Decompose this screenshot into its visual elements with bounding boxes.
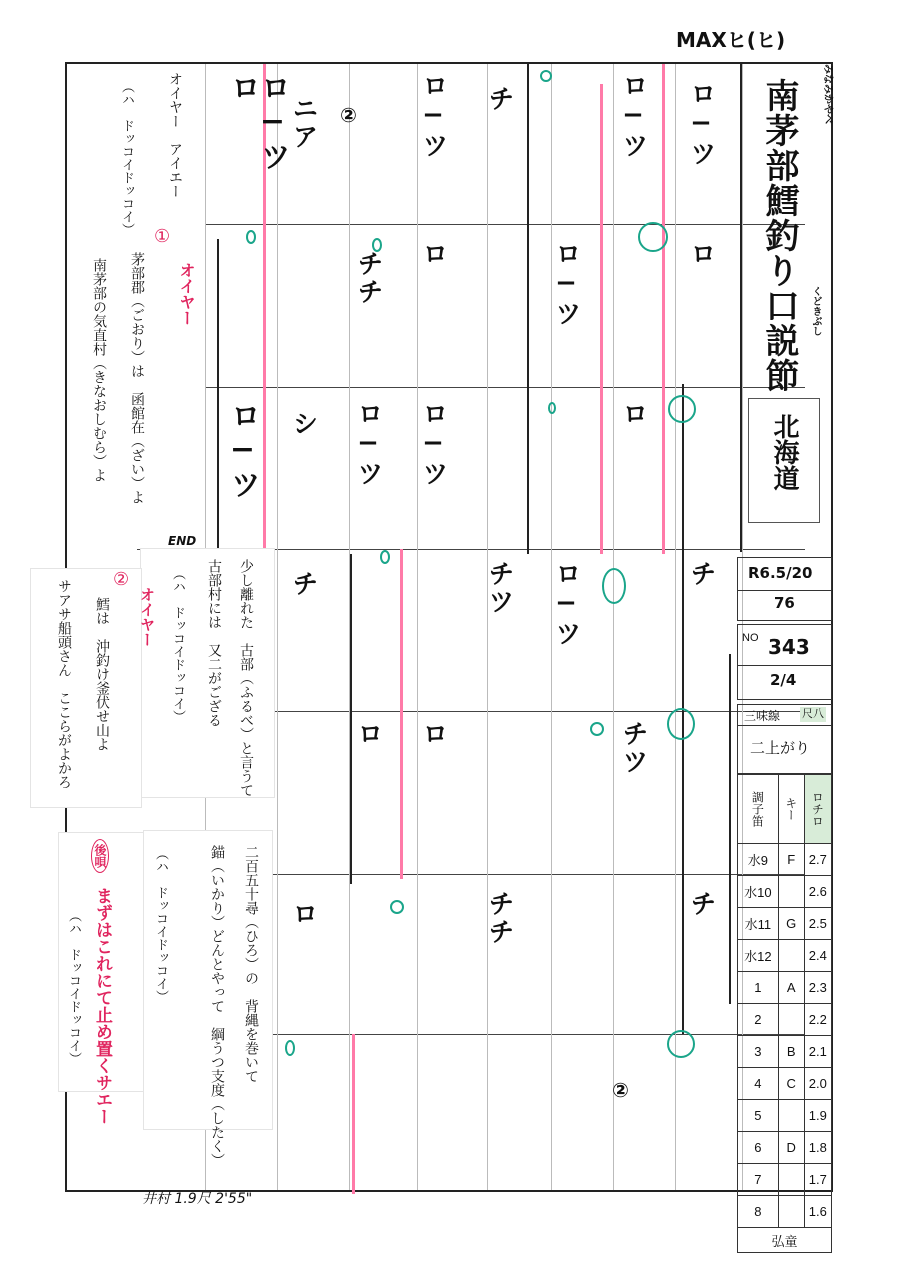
notation-col-8c: チ [686,560,716,588]
key-cell [778,940,804,972]
circled-two: ② [340,103,357,127]
lyric-block4-line2: 錨（いかり）どんとやって 綱うつ支度（したく） [209,845,225,1167]
lyric-block1-oiya: オイヤー [177,262,196,326]
notation-col-8d: チ [686,890,716,918]
lyric-panel-3 [30,568,156,808]
row-divider [205,874,805,875]
circle-mark [380,550,390,564]
table-row [738,908,832,940]
lyric-block2-line2: 古部村には 又二がござる [206,559,222,727]
row-divider [205,1034,805,1035]
table-row [738,844,832,876]
notation-col-3c: ロ [353,720,383,748]
table-row [738,972,832,1004]
lyric-block2-line1: 少し離れた 古部（ふるべ）と言うて [238,559,254,797]
circle-mark [246,230,256,244]
instrument-shakuhachi: 尺八 [802,708,824,720]
instrument-shamisen: 三味線 [744,709,781,723]
tuning-value: 二上がり [750,739,811,757]
circle-mark [638,222,668,252]
header-pitch: ロチロ [804,775,831,844]
pitch-cell: 1.7 [804,1164,831,1196]
flute-cell: 水10 [738,876,779,908]
circle-mark [540,70,552,82]
region-name: 北海道 [769,413,799,491]
notation-col-1: ロ−ツ ロ [225,72,290,173]
lyric-block4-line1: 二百五十尋（ひろ）の 背縄を巻いて [243,845,259,1083]
circle-mark [667,708,695,740]
table-row [738,1164,832,1196]
notation-col-3: チチ [353,250,383,306]
lyric-panel-5 [58,832,144,1125]
key-cell: D [778,1132,804,1164]
circle-mark [390,900,404,914]
pitch-cell: 2.2 [804,1004,831,1036]
table-footer [738,1228,832,1253]
notation-col-2d: ロ [288,900,318,928]
pitch-cell: 1.6 [804,1196,831,1228]
circle-mark [590,722,604,736]
flute-cell: 水9 [738,844,779,876]
pitch-cell: 2.0 [804,1068,831,1100]
notation-col-8: ロ−ツ [686,80,716,168]
header-flute: 調子笛 [738,775,779,844]
row-divider [205,387,805,388]
title-ruby-bottom: くどきぶし [810,286,821,336]
end-mark: END [168,534,197,548]
lyric-panel-2 [140,548,275,798]
pink-measure-line [662,64,665,554]
no-value: 343 [768,635,810,659]
pink-measure-line [352,1034,355,1194]
title-ruby-top: みなみかやべ [822,64,833,124]
pitch-cell: 2.4 [804,940,831,972]
key-cell [778,1164,804,1196]
notation-col-4d: ロ [418,720,448,748]
key-cell: C [778,1068,804,1100]
pink-measure-line [400,549,403,879]
notation-col-8b: ロ [686,240,716,268]
flute-cell: 6 [738,1132,779,1164]
flute-cell: 1 [738,972,779,1004]
table-row [738,1036,832,1068]
notation-col-4b: ロ [418,240,448,268]
pitch-cell: 2.5 [804,908,831,940]
lyric-block3-line2: サアサ船頭さん ここらがよかろ [56,579,72,789]
key-cell: G [778,908,804,940]
number-top: 76 [774,594,795,612]
notation-col-3b: ロ−ツ [353,400,383,488]
header-key: キー [778,775,804,844]
notation-col-5: チ [484,85,514,113]
key-cell: A [778,972,804,1004]
key-table-header [738,775,832,844]
lyric-block5-line: まずはこれにて止め置くサエー [92,887,112,1125]
page-value: 2/4 [770,671,797,689]
pink-measure-line [600,84,603,554]
pitch-cell: 2.6 [804,876,831,908]
table-row [738,1068,832,1100]
lyric-block2-line3: （ハ ドッコイドッコイ） [170,567,185,723]
lyric-block1-line1: オイヤー アイエー [167,72,183,198]
region-box [748,398,820,523]
notation-col-6b: ロ−ツ [551,560,581,648]
flute-cell: 8 [738,1196,779,1228]
circle-mark [372,238,382,252]
lyric-block1-num: ① [154,226,171,247]
lyric-block3-num: ② [113,569,130,590]
circle-mark [667,1030,695,1058]
pitch-cell: 2.3 [804,972,831,1004]
signature: 井村 1.9尺 2'55" [142,1191,253,1207]
flute-cell: 3 [738,1036,779,1068]
circle-mark [548,402,556,414]
notation-col-7c: チツ [618,720,648,776]
notation-col-1b: ロ−ツ [225,400,260,501]
notation-col-5c: チチ [484,890,514,946]
date-box [737,557,832,621]
lyric-block5-label: 後唄 [91,839,109,873]
flute-cell: 7 [738,1164,779,1196]
table-row [738,1100,832,1132]
flute-cell: 2 [738,1004,779,1036]
lyric-block4-line3: （ハ ドッコイドッコイ） [153,847,168,1003]
max-note: MAXヒ(ヒ) [676,28,786,52]
notation-col-7b: ロ [618,400,648,428]
lyric-block3-line1: 鱈は 沖釣け釜伏せ山よ [94,597,110,751]
flute-cell: 水12 [738,940,779,972]
pitch-cell: 2.1 [804,1036,831,1068]
lyric-block3-oiya: オイヤー [138,587,156,647]
table-row [738,1196,832,1228]
date-value: R6.5/20 [748,564,813,582]
no-label: NO [742,632,759,644]
notation-col-6: ロ−ツ [551,240,581,328]
table-row [738,1004,832,1036]
flute-cell: 5 [738,1100,779,1132]
pitch-cell: 2.7 [804,844,831,876]
key-cell: B [778,1036,804,1068]
footer-cell: 弘童 [738,1228,832,1253]
instrument-box [737,704,832,774]
lyric-block5-hayashi: （ハ ドッコイドッコイ） [66,909,81,1065]
notation-col-2b: シ [288,410,318,438]
key-cell [778,876,804,908]
flute-cell: 水11 [738,908,779,940]
flute-cell: 4 [738,1068,779,1100]
lyric-block1-line3: 茅部郡（ごおり）は 函館在（ざい）よ [129,252,145,504]
notation-col-2c: チ [288,570,318,598]
pitch-cell: 1.8 [804,1132,831,1164]
song-title: 南茅部鱈釣り口説節 [759,78,799,393]
key-cell: F [778,844,804,876]
key-cell [778,1004,804,1036]
notation-col-7: ロ−ツ [618,72,648,160]
circle-mark [668,395,696,423]
lyric-block1-line2: （ハ ドッコイドッコイ） [119,80,134,236]
circle-mark [285,1040,295,1056]
key-table [737,774,832,1253]
notation-col-4: ロ−ツ [418,72,448,160]
notation-col-5b: チツ [484,560,514,616]
lyric-panel-4 [143,830,273,1167]
lyric-block1-line4: 南茅部の気直村（きなおしむら）よ [91,258,107,482]
key-cell [778,1100,804,1132]
key-cell [778,1196,804,1228]
notation-col-2: ニア [288,95,318,151]
circled-two: ② [612,1078,629,1102]
circle-mark [602,568,626,604]
pitch-cell: 1.9 [804,1100,831,1132]
row-divider [205,711,805,712]
table-row [738,1132,832,1164]
notation-col-4c: ロ−ツ [418,400,448,488]
number-box [737,624,832,700]
table-row [738,876,832,908]
row-divider [205,224,805,225]
table-row [738,940,832,972]
